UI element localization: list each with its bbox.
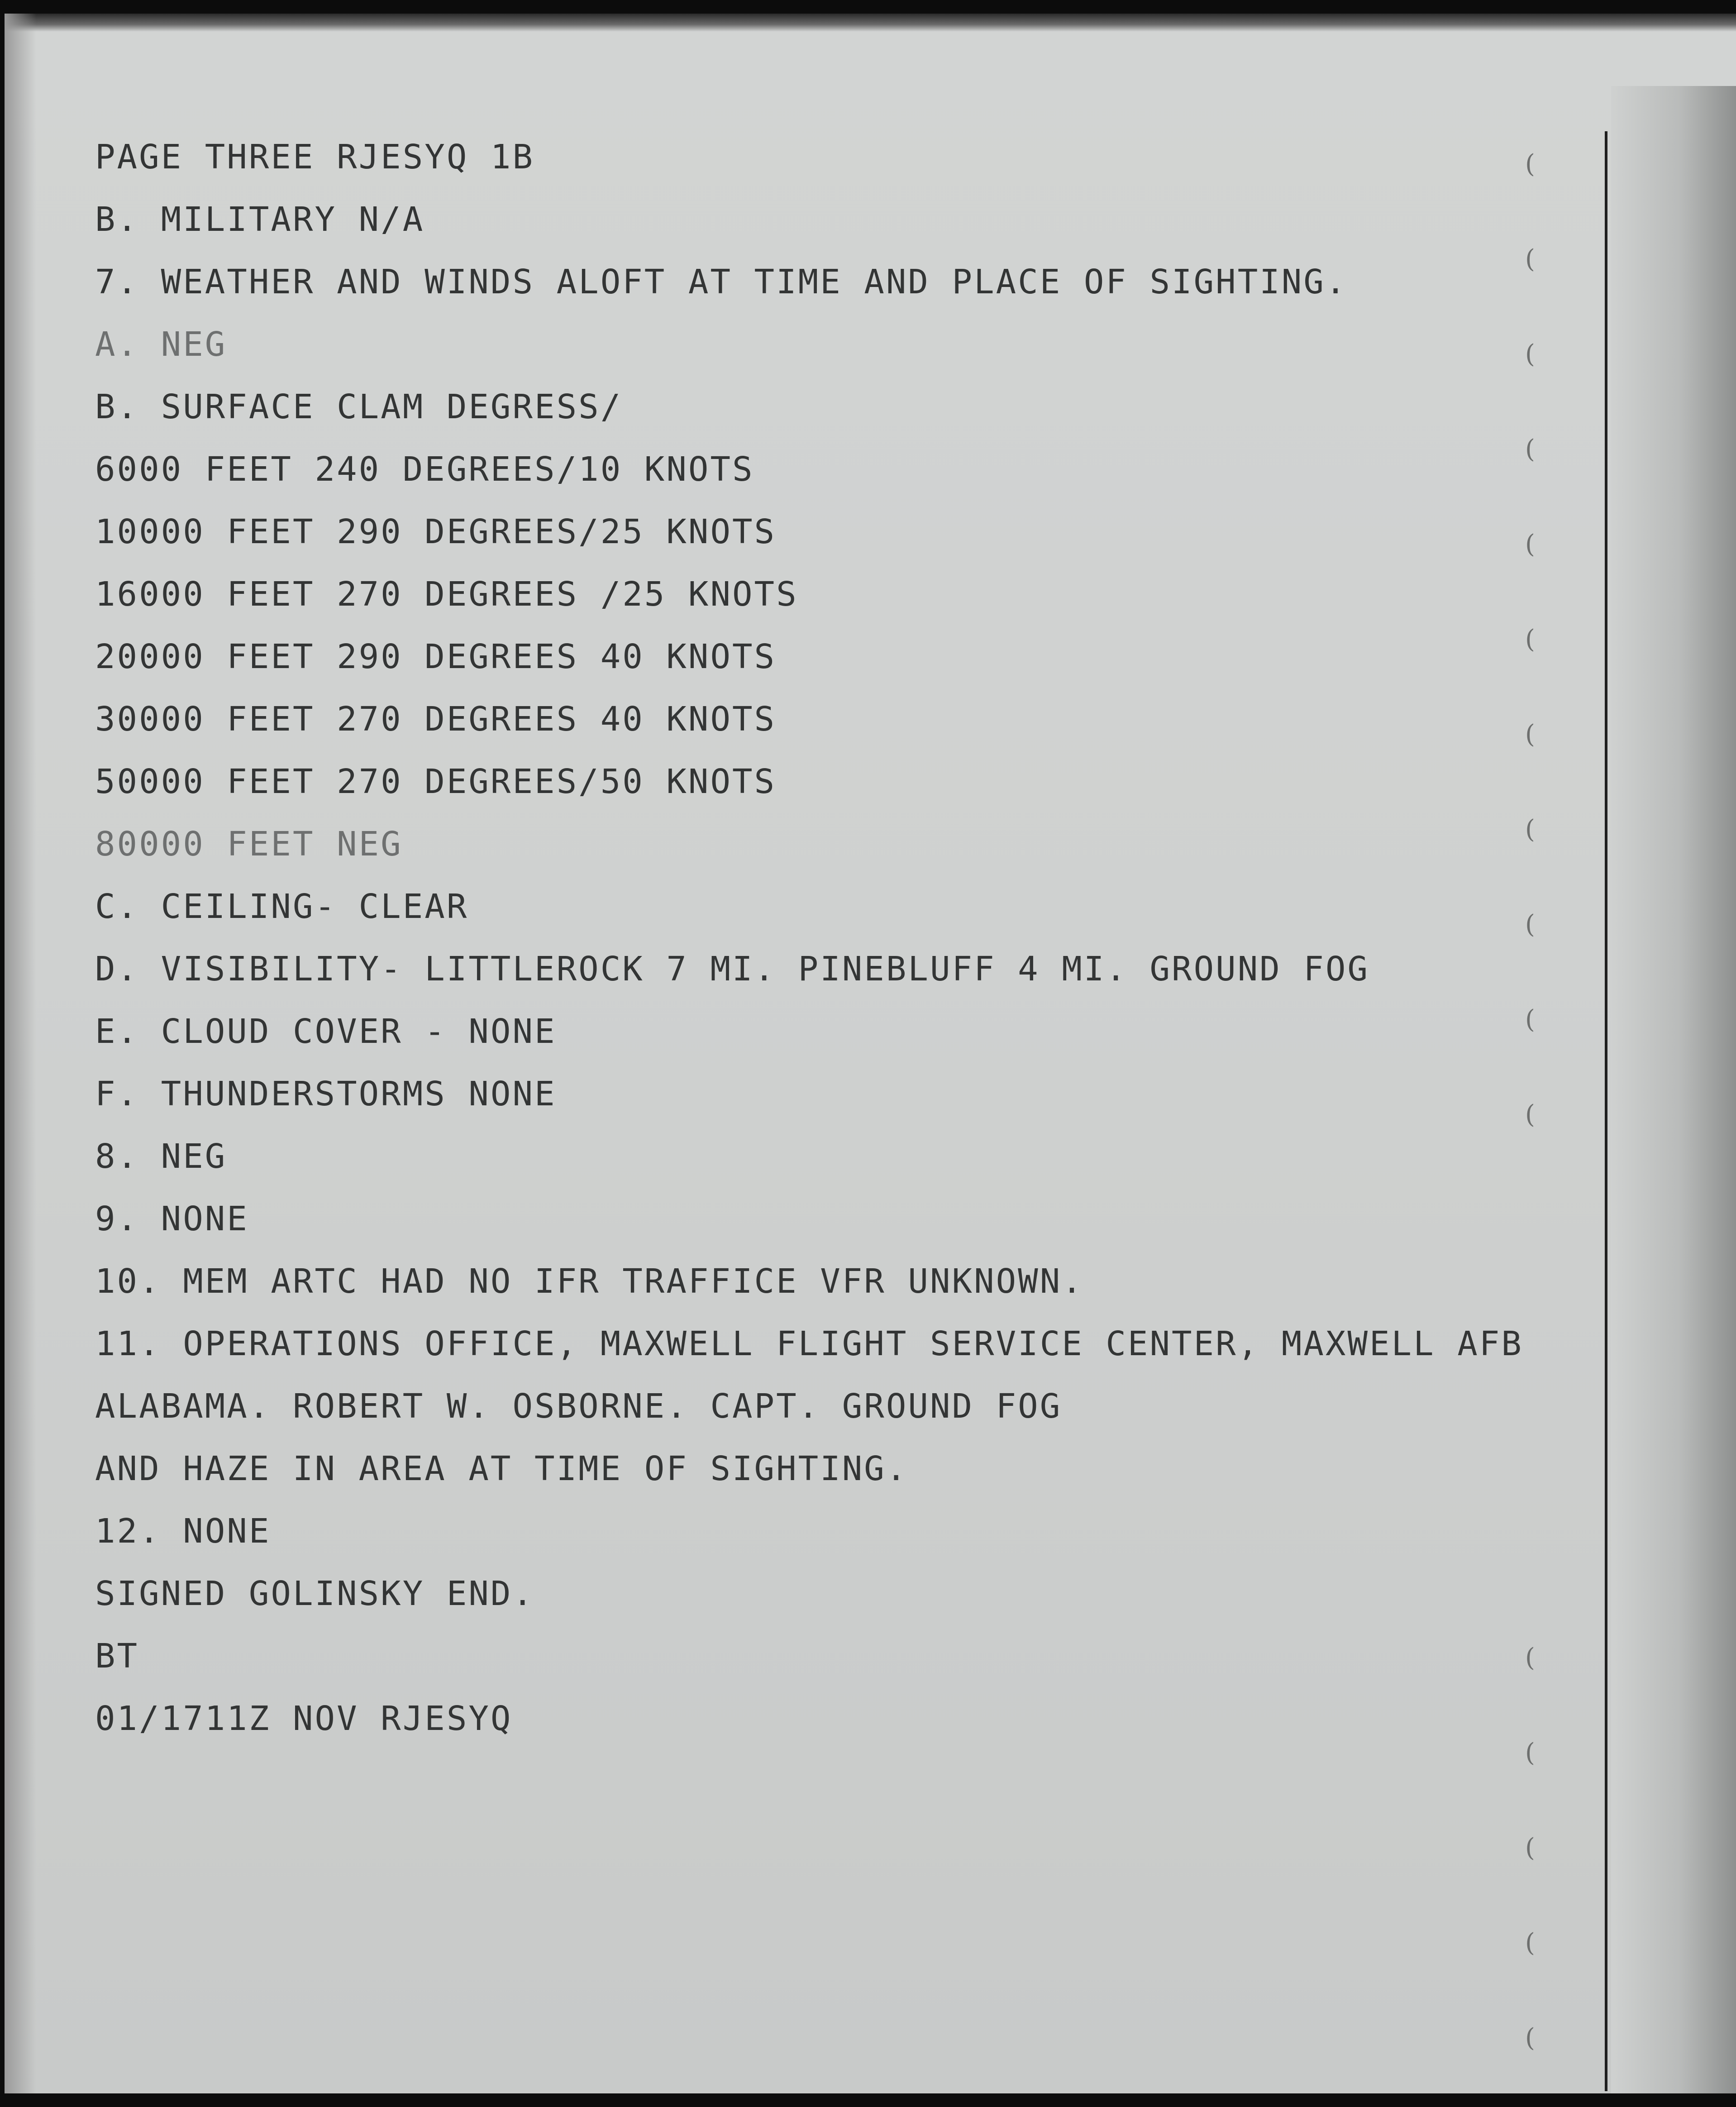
margin-mark: ( — [1525, 910, 1535, 939]
text-line: 01/1711Z NOV RJESYQ — [95, 1699, 513, 1738]
margin-mark: ( — [1525, 2023, 1535, 2053]
page-fold-line — [1605, 131, 1607, 2091]
text-line: 6000 FEET 240 DEGREES/10 KNOTS — [95, 450, 754, 489]
text-line: C. CEILING- CLEAR — [95, 887, 469, 926]
text-line: A. NEG — [95, 325, 227, 364]
text-line: BT — [95, 1637, 139, 1676]
page-left-shadow — [5, 14, 36, 2093]
text-line: E. CLOUD COVER - NONE — [95, 1012, 557, 1051]
text-line: 8. NEG — [95, 1137, 227, 1176]
text-line: ALABAMA. ROBERT W. OSBORNE. CAPT. GROUND FOG — [95, 1387, 1062, 1426]
margin-mark: ( — [1525, 1643, 1535, 1672]
text-line: B. SURFACE CLAM DEGRESS/ — [95, 387, 623, 426]
margin-mark: ( — [1525, 1005, 1535, 1034]
text-line: 50000 FEET 270 DEGREES/50 KNOTS — [95, 762, 777, 801]
text-line: AND HAZE IN AREA AT TIME OF SIGHTING. — [95, 1449, 908, 1488]
page-top-edge-shadow — [5, 14, 1736, 32]
margin-mark: ( — [1525, 339, 1535, 369]
text-line: B. MILITARY N/A — [95, 200, 425, 239]
text-line: 9. NONE — [95, 1199, 249, 1238]
page-right-margin-strip — [1611, 86, 1736, 2093]
margin-mark: ( — [1525, 530, 1535, 559]
margin-punch-marks — [1525, 14, 1552, 2093]
margin-mark: ( — [1525, 435, 1535, 464]
margin-mark: ( — [1525, 625, 1535, 654]
text-line: 7. WEATHER AND WINDS ALOFT AT TIME AND PLACE OF SIGHTING. — [95, 263, 1348, 301]
margin-mark: ( — [1525, 720, 1535, 749]
margin-mark: ( — [1525, 149, 1535, 179]
margin-mark: ( — [1525, 1100, 1535, 1129]
text-line: D. VISIBILITY- LITTLEROCK 7 MI. PINEBLUFF 4 MI. GROUND FOG — [95, 950, 1370, 989]
text-line: 10000 FEET 290 DEGREES/25 KNOTS — [95, 512, 777, 551]
margin-mark: ( — [1525, 244, 1535, 274]
text-line: SIGNED GOLINSKY END. — [95, 1574, 535, 1613]
margin-mark: ( — [1525, 1833, 1535, 1863]
margin-mark: ( — [1525, 1928, 1535, 1958]
text-line: 12. NONE — [95, 1512, 271, 1551]
text-line: 16000 FEET 270 DEGREES /25 KNOTS — [95, 575, 798, 614]
margin-mark: ( — [1525, 1738, 1535, 1768]
text-line: 30000 FEET 270 DEGREES 40 KNOTS — [95, 700, 777, 739]
margin-mark: ( — [1525, 815, 1535, 844]
text-line: 20000 FEET 290 DEGREES 40 KNOTS — [95, 637, 777, 676]
text-line: PAGE THREE RJESYQ 1B — [95, 138, 535, 177]
text-line: 80000 FEET NEG — [95, 825, 403, 864]
document-page — [5, 14, 1736, 2093]
text-line: F. THUNDERSTORMS NONE — [95, 1075, 557, 1113]
text-line: 10. MEM ARTC HAD NO IFR TRAFFICE VFR UNKNOWN. — [95, 1262, 1084, 1301]
text-line: 11. OPERATIONS OFFICE, MAXWELL FLIGHT SERVICE CENTER, MAXWELL AFB — [95, 1324, 1523, 1363]
